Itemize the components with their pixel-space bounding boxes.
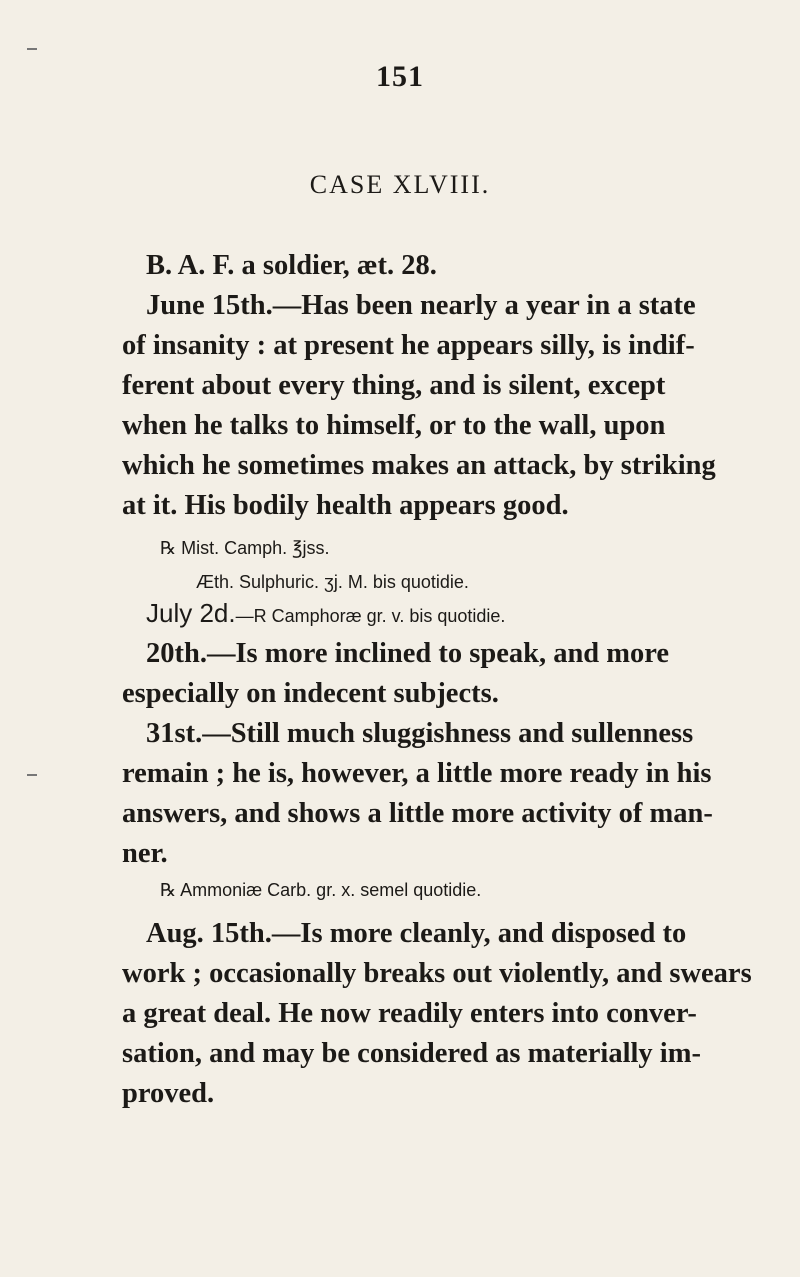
entry-july-31: 31st.—Still much sluggishness and sullenness (146, 718, 694, 749)
text-line: work ; occasionally breaks out violently, and swears (122, 958, 752, 989)
entry-date: July 2d. (146, 598, 236, 628)
entry-july-20: 20th.—Is more inclined to speak, and more (146, 638, 670, 669)
page-edge-mark (27, 48, 37, 50)
entry-july-2 (146, 598, 505, 629)
text-line: ner. (122, 838, 168, 869)
text-line: answers, and shows a little more activity of man- (122, 798, 713, 829)
entry-aug-15: Aug. 15th.—Is more cleanly, and disposed to (146, 918, 687, 949)
page-number: 151 (376, 60, 424, 93)
prescription-line: ℞ Mist. Camph. ℥jss. (160, 538, 330, 558)
text-line: ferent about every thing, and is silent, except (122, 370, 666, 401)
text-line: of insanity : at present he appears silly, is indif- (122, 330, 695, 361)
case-title: CASE XLVIII. (309, 170, 491, 199)
text-line: sation, and may be considered as materially im- (122, 1038, 701, 1069)
prescription-line: ℞ Ammoniæ Carb. gr. x. semel quotidie. (160, 880, 482, 900)
prescription-line: Æth. Sulphuric. ʒj. M. bis quotidie. (196, 572, 469, 592)
page-edge-mark (27, 774, 37, 776)
text-line: proved. (122, 1078, 215, 1109)
case-intro-line: B. A. F. a soldier, æt. 28. (146, 250, 437, 281)
text-line: a great deal. He now readily enters into conver- (122, 998, 697, 1029)
text-line: especially on indecent subjects. (122, 678, 499, 709)
text-line: when he talks to himself, or to the wall, upon (122, 410, 666, 441)
text-line: which he sometimes makes an attack, by striking (122, 450, 716, 481)
prescription-text: —R Camphoræ gr. v. bis quotidie. (235, 606, 506, 626)
entry-june-15: June 15th.—Has been nearly a year in a state (146, 290, 696, 321)
text-line: at it. His bodily health appears good. (122, 490, 569, 521)
text-line: remain ; he is, however, a little more ready in his (122, 758, 712, 789)
